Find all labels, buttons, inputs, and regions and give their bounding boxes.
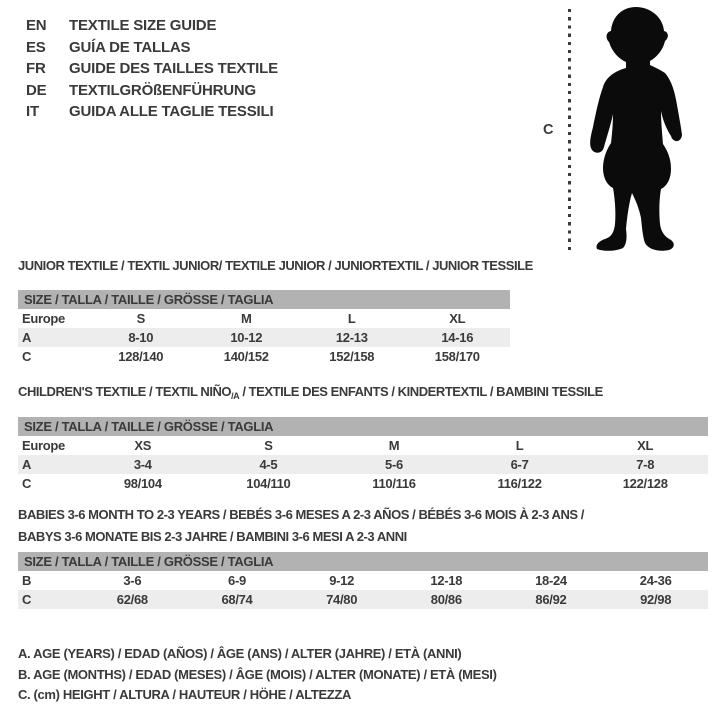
language-code: EN xyxy=(26,17,47,34)
cell: XL xyxy=(637,438,654,453)
cell: 6-7 xyxy=(457,455,583,474)
cell: 116/122 xyxy=(497,476,542,491)
note-age-years: A. AGE (YEARS) / EDAD (AÑOS) / ÂGE (ANS) / ALTER (JAHRE) / ETÀ (ANNI) xyxy=(18,646,462,661)
cell: 92/98 xyxy=(603,590,708,609)
cell: 3-6 xyxy=(123,573,142,588)
children-table-title xyxy=(18,384,603,401)
language-title: TEXTILGRÖßENFÜHRUNG xyxy=(69,81,257,99)
cell: 140/152 xyxy=(223,349,269,364)
cell: 14-16 xyxy=(405,328,511,347)
cell: 12-13 xyxy=(299,328,405,347)
cell: 3-4 xyxy=(80,455,206,474)
cell: 104/110 xyxy=(246,476,291,491)
cell: XS xyxy=(134,438,152,453)
language-row-de xyxy=(26,80,278,102)
cell: 12-18 xyxy=(430,573,463,588)
toddler-silhouette-icon xyxy=(578,5,700,251)
cell: 74/80 xyxy=(289,590,394,609)
children-title-pre: CHILDREN'S TEXTILE / TEXTIL NIÑO xyxy=(18,384,232,399)
children-title-sub: /A xyxy=(231,391,240,401)
row-label: C xyxy=(18,590,80,609)
language-title: GUÍA DE TALLAS xyxy=(69,38,191,56)
children-size-table xyxy=(18,417,708,493)
row-label: B xyxy=(22,573,32,588)
row-label: C xyxy=(22,476,32,491)
cell: 158/170 xyxy=(434,349,480,364)
cell: 8-10 xyxy=(88,328,194,347)
cell: 128/140 xyxy=(118,349,164,364)
cell: XL xyxy=(449,311,466,326)
babies-table-title xyxy=(18,504,584,547)
table-row-age-months xyxy=(18,571,708,590)
cell: L xyxy=(347,311,356,326)
language-code: DE xyxy=(26,81,47,99)
table-row-height-cm xyxy=(18,347,510,366)
language-code: ES xyxy=(26,38,46,56)
size-band-label: SIZE / TALLA / TAILLE / GRÖSSE / TAGLIA xyxy=(18,417,708,436)
table-row-age-years xyxy=(18,328,510,347)
cell: 110/116 xyxy=(372,476,416,491)
language-title: TEXTILE SIZE GUIDE xyxy=(69,17,217,34)
legend-notes xyxy=(18,644,497,706)
language-row-fr xyxy=(26,58,278,80)
table-row-europe xyxy=(18,436,708,455)
cell: 86/92 xyxy=(499,590,604,609)
cell: 7-8 xyxy=(582,455,708,474)
cell: M xyxy=(240,311,252,326)
cell: 18-24 xyxy=(535,573,567,588)
cell: 24-36 xyxy=(639,573,672,588)
cell: 98/104 xyxy=(123,476,162,491)
cell: 122/128 xyxy=(622,476,668,491)
height-measure-dotted-line xyxy=(568,9,571,250)
row-label: A xyxy=(18,455,80,474)
children-title-post: / TEXTILE DES ENFANTS / KINDERTEXTIL / BAMBINI TESSILE xyxy=(239,384,603,399)
cell: 62/68 xyxy=(80,590,185,609)
junior-size-table xyxy=(18,290,510,366)
babies-title-line2: BABYS 3-6 MONATE BIS 2-3 JAHRE / BAMBINI 3-6 MESI A 2-3 ANNI xyxy=(18,528,407,544)
cell: 80/86 xyxy=(394,590,499,609)
note-height-cm: C. (cm) HEIGHT / ALTURA / HAUTEUR / HÖHE / ALTEZZA xyxy=(18,687,352,702)
row-label: A xyxy=(18,328,88,347)
cell: M xyxy=(388,438,400,453)
table-row-height-cm xyxy=(18,590,708,609)
row-label: Europe xyxy=(22,311,65,326)
junior-table-title: JUNIOR TEXTILE / TEXTIL JUNIOR/ TEXTILE JUNIOR / JUNIORTEXTIL / JUNIOR TESSILE xyxy=(18,258,533,273)
language-code: FR xyxy=(26,60,46,78)
cell: 9-12 xyxy=(329,573,355,588)
size-band-label: SIZE / TALLA / TAILLE / GRÖSSE / TAGLIA xyxy=(18,290,510,309)
cell: 6-9 xyxy=(228,573,246,588)
table-row-height-cm xyxy=(18,474,708,493)
row-label: Europe xyxy=(22,438,65,453)
language-row-it xyxy=(26,101,278,123)
language-title: GUIDE DES TAILLES TEXTILE xyxy=(69,60,278,78)
cell: S xyxy=(264,438,273,453)
note-age-months: B. AGE (MONTHS) / EDAD (MESES) / ÂGE (MOIS) / ALTER (MONATE) / ETÀ (MESI) xyxy=(18,666,497,682)
cell: 10-12 xyxy=(194,328,300,347)
babies-size-table xyxy=(18,552,708,609)
size-band-row xyxy=(18,417,708,436)
cell: 5-6 xyxy=(331,455,457,474)
cell: 152/158 xyxy=(329,349,375,364)
row-label: C xyxy=(22,349,32,364)
size-band-label: SIZE / TALLA / TAILLE / GRÖSSE / TAGLIA xyxy=(18,552,708,571)
size-band-row xyxy=(18,290,510,309)
table-row-age-years xyxy=(18,455,708,474)
language-row-es xyxy=(26,37,278,59)
language-title: GUIDA ALLE TAGLIE TESSILI xyxy=(69,103,274,121)
cell: S xyxy=(136,311,145,326)
cell: 4-5 xyxy=(206,455,332,474)
table-row-europe xyxy=(18,309,510,328)
language-row-en xyxy=(26,15,278,37)
height-measure-label: C xyxy=(543,122,554,138)
cell: L xyxy=(515,438,524,453)
language-code: IT xyxy=(26,103,39,121)
language-list xyxy=(26,15,278,123)
babies-title-line1: BABIES 3-6 MONTH TO 2-3 YEARS / BEBÉS 3-6 MESES A 2-3 AÑOS / BÉBÉS 3-6 MOIS À 2-3 ANS / xyxy=(18,507,584,522)
size-band-row xyxy=(18,552,708,571)
cell: 68/74 xyxy=(185,590,290,609)
